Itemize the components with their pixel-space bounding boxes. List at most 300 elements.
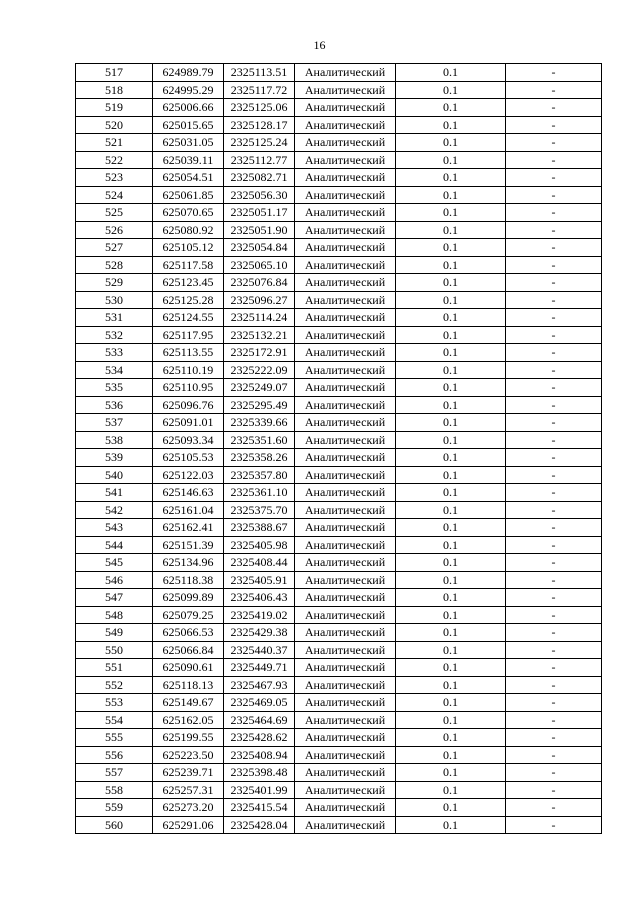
point-number-cell: 551 [76, 659, 153, 677]
table-row [76, 694, 602, 712]
table-row [76, 309, 602, 327]
accuracy-cell: 0.1 [396, 169, 506, 187]
accuracy-cell: 0.1 [396, 764, 506, 782]
accuracy-cell: 0.1 [396, 484, 506, 502]
point-number-cell: 542 [76, 501, 153, 519]
table-row [76, 659, 602, 677]
dash-cell: - [506, 676, 602, 694]
x-coordinate-cell: 625015.65 [153, 116, 224, 134]
accuracy-cell: 0.1 [396, 116, 506, 134]
point-number-cell: 545 [76, 554, 153, 572]
dash-cell: - [506, 81, 602, 99]
accuracy-cell: 0.1 [396, 746, 506, 764]
method-cell: Аналитический [295, 554, 396, 572]
x-coordinate-cell: 625151.39 [153, 536, 224, 554]
method-cell: Аналитический [295, 729, 396, 747]
dash-cell: - [506, 204, 602, 222]
x-coordinate-cell: 625079.25 [153, 606, 224, 624]
point-number-cell: 544 [76, 536, 153, 554]
point-number-cell: 556 [76, 746, 153, 764]
y-coordinate-cell: 2325096.27 [224, 291, 295, 309]
accuracy-cell: 0.1 [396, 519, 506, 537]
table-row [76, 711, 602, 729]
y-coordinate-cell: 2325357.80 [224, 466, 295, 484]
y-coordinate-cell: 2325449.71 [224, 659, 295, 677]
accuracy-cell: 0.1 [396, 361, 506, 379]
point-number-cell: 525 [76, 204, 153, 222]
dash-cell: - [506, 624, 602, 642]
table-row [76, 746, 602, 764]
table-row [76, 519, 602, 537]
method-cell: Аналитический [295, 484, 396, 502]
point-number-cell: 534 [76, 361, 153, 379]
table-row [76, 676, 602, 694]
method-cell: Аналитический [295, 589, 396, 607]
y-coordinate-cell: 2325076.84 [224, 274, 295, 292]
point-number-cell: 521 [76, 134, 153, 152]
x-coordinate-cell: 625162.41 [153, 519, 224, 537]
method-cell: Аналитический [295, 816, 396, 834]
point-number-cell: 528 [76, 256, 153, 274]
table-row [76, 81, 602, 99]
dash-cell: - [506, 186, 602, 204]
accuracy-cell: 0.1 [396, 466, 506, 484]
point-number-cell: 536 [76, 396, 153, 414]
table-row [76, 116, 602, 134]
method-cell: Аналитический [295, 291, 396, 309]
y-coordinate-cell: 2325467.93 [224, 676, 295, 694]
point-number-cell: 518 [76, 81, 153, 99]
accuracy-cell: 0.1 [396, 624, 506, 642]
method-cell: Аналитический [295, 694, 396, 712]
y-coordinate-cell: 2325429.38 [224, 624, 295, 642]
dash-cell: - [506, 729, 602, 747]
point-number-cell: 546 [76, 571, 153, 589]
table-row [76, 501, 602, 519]
y-coordinate-cell: 2325054.84 [224, 239, 295, 257]
method-cell: Аналитический [295, 221, 396, 239]
method-cell: Аналитический [295, 309, 396, 327]
table-row [76, 379, 602, 397]
y-coordinate-cell: 2325125.24 [224, 134, 295, 152]
y-coordinate-cell: 2325112.77 [224, 151, 295, 169]
x-coordinate-cell: 625090.61 [153, 659, 224, 677]
table-row [76, 221, 602, 239]
y-coordinate-cell: 2325249.07 [224, 379, 295, 397]
point-number-cell: 537 [76, 414, 153, 432]
coordinates-table [75, 63, 602, 834]
accuracy-cell: 0.1 [396, 449, 506, 467]
table-row [76, 764, 602, 782]
accuracy-cell: 0.1 [396, 326, 506, 344]
dash-cell: - [506, 519, 602, 537]
accuracy-cell: 0.1 [396, 134, 506, 152]
table-row [76, 186, 602, 204]
accuracy-cell: 0.1 [396, 256, 506, 274]
table-row [76, 414, 602, 432]
x-coordinate-cell: 625257.31 [153, 781, 224, 799]
x-coordinate-cell: 624995.29 [153, 81, 224, 99]
point-number-cell: 558 [76, 781, 153, 799]
point-number-cell: 555 [76, 729, 153, 747]
method-cell: Аналитический [295, 151, 396, 169]
table-row [76, 151, 602, 169]
method-cell: Аналитический [295, 116, 396, 134]
point-number-cell: 523 [76, 169, 153, 187]
dash-cell: - [506, 256, 602, 274]
y-coordinate-cell: 2325405.98 [224, 536, 295, 554]
dash-cell: - [506, 484, 602, 502]
dash-cell: - [506, 659, 602, 677]
table-row [76, 624, 602, 642]
x-coordinate-cell: 625080.92 [153, 221, 224, 239]
point-number-cell: 530 [76, 291, 153, 309]
point-number-cell: 557 [76, 764, 153, 782]
x-coordinate-cell: 625124.55 [153, 309, 224, 327]
method-cell: Аналитический [295, 379, 396, 397]
accuracy-cell: 0.1 [396, 816, 506, 834]
table-row [76, 536, 602, 554]
accuracy-cell: 0.1 [396, 799, 506, 817]
table-row [76, 571, 602, 589]
accuracy-cell: 0.1 [396, 274, 506, 292]
x-coordinate-cell: 625110.95 [153, 379, 224, 397]
table-row [76, 169, 602, 187]
y-coordinate-cell: 2325358.26 [224, 449, 295, 467]
accuracy-cell: 0.1 [396, 396, 506, 414]
x-coordinate-cell: 625125.28 [153, 291, 224, 309]
accuracy-cell: 0.1 [396, 81, 506, 99]
y-coordinate-cell: 2325406.43 [224, 589, 295, 607]
method-cell: Аналитический [295, 799, 396, 817]
y-coordinate-cell: 2325051.17 [224, 204, 295, 222]
x-coordinate-cell: 625134.96 [153, 554, 224, 572]
y-coordinate-cell: 2325440.37 [224, 641, 295, 659]
point-number-cell: 553 [76, 694, 153, 712]
table-row [76, 449, 602, 467]
method-cell: Аналитический [295, 449, 396, 467]
dash-cell: - [506, 99, 602, 117]
dash-cell: - [506, 64, 602, 82]
table-row [76, 606, 602, 624]
dash-cell: - [506, 816, 602, 834]
x-coordinate-cell: 625161.04 [153, 501, 224, 519]
dash-cell: - [506, 239, 602, 257]
accuracy-cell: 0.1 [396, 239, 506, 257]
dash-cell: - [506, 536, 602, 554]
y-coordinate-cell: 2325295.49 [224, 396, 295, 414]
accuracy-cell: 0.1 [396, 571, 506, 589]
point-number-cell: 554 [76, 711, 153, 729]
point-number-cell: 535 [76, 379, 153, 397]
table-row [76, 396, 602, 414]
point-number-cell: 520 [76, 116, 153, 134]
method-cell: Аналитический [295, 326, 396, 344]
x-coordinate-cell: 625117.58 [153, 256, 224, 274]
method-cell: Аналитический [295, 204, 396, 222]
accuracy-cell: 0.1 [396, 151, 506, 169]
table-row [76, 326, 602, 344]
accuracy-cell: 0.1 [396, 711, 506, 729]
x-coordinate-cell: 625110.19 [153, 361, 224, 379]
point-number-cell: 550 [76, 641, 153, 659]
x-coordinate-cell: 625105.53 [153, 449, 224, 467]
point-number-cell: 519 [76, 99, 153, 117]
x-coordinate-cell: 625006.66 [153, 99, 224, 117]
method-cell: Аналитический [295, 659, 396, 677]
x-coordinate-cell: 625105.12 [153, 239, 224, 257]
y-coordinate-cell: 2325128.17 [224, 116, 295, 134]
y-coordinate-cell: 2325132.21 [224, 326, 295, 344]
x-coordinate-cell: 625061.85 [153, 186, 224, 204]
y-coordinate-cell: 2325401.99 [224, 781, 295, 799]
dash-cell: - [506, 554, 602, 572]
accuracy-cell: 0.1 [396, 64, 506, 82]
dash-cell: - [506, 414, 602, 432]
point-number-cell: 560 [76, 816, 153, 834]
table-row [76, 589, 602, 607]
accuracy-cell: 0.1 [396, 729, 506, 747]
x-coordinate-cell: 625096.76 [153, 396, 224, 414]
table-row [76, 466, 602, 484]
y-coordinate-cell: 2325339.66 [224, 414, 295, 432]
y-coordinate-cell: 2325114.24 [224, 309, 295, 327]
table-row [76, 554, 602, 572]
accuracy-cell: 0.1 [396, 606, 506, 624]
dash-cell: - [506, 431, 602, 449]
table-row [76, 204, 602, 222]
dash-cell: - [506, 396, 602, 414]
dash-cell: - [506, 711, 602, 729]
dash-cell: - [506, 274, 602, 292]
x-coordinate-cell: 625070.65 [153, 204, 224, 222]
method-cell: Аналитический [295, 466, 396, 484]
dash-cell: - [506, 746, 602, 764]
y-coordinate-cell: 2325117.72 [224, 81, 295, 99]
method-cell: Аналитический [295, 81, 396, 99]
y-coordinate-cell: 2325172.91 [224, 344, 295, 362]
point-number-cell: 531 [76, 309, 153, 327]
method-cell: Аналитический [295, 606, 396, 624]
point-number-cell: 538 [76, 431, 153, 449]
dash-cell: - [506, 641, 602, 659]
dash-cell: - [506, 361, 602, 379]
point-number-cell: 543 [76, 519, 153, 537]
y-coordinate-cell: 2325405.91 [224, 571, 295, 589]
x-coordinate-cell: 625149.67 [153, 694, 224, 712]
x-coordinate-cell: 625093.34 [153, 431, 224, 449]
method-cell: Аналитический [295, 396, 396, 414]
point-number-cell: 533 [76, 344, 153, 362]
x-coordinate-cell: 625118.38 [153, 571, 224, 589]
dash-cell: - [506, 694, 602, 712]
point-number-cell: 522 [76, 151, 153, 169]
point-number-cell: 524 [76, 186, 153, 204]
method-cell: Аналитический [295, 781, 396, 799]
method-cell: Аналитический [295, 676, 396, 694]
method-cell: Аналитический [295, 746, 396, 764]
table-row [76, 64, 602, 82]
dash-cell: - [506, 799, 602, 817]
accuracy-cell: 0.1 [396, 659, 506, 677]
x-coordinate-cell: 625122.03 [153, 466, 224, 484]
method-cell: Аналитический [295, 571, 396, 589]
accuracy-cell: 0.1 [396, 344, 506, 362]
table-row [76, 256, 602, 274]
method-cell: Аналитический [295, 711, 396, 729]
dash-cell: - [506, 151, 602, 169]
table-row [76, 134, 602, 152]
accuracy-cell: 0.1 [396, 536, 506, 554]
point-number-cell: 540 [76, 466, 153, 484]
x-coordinate-cell: 625113.55 [153, 344, 224, 362]
x-coordinate-cell: 625117.95 [153, 326, 224, 344]
point-number-cell: 527 [76, 239, 153, 257]
accuracy-cell: 0.1 [396, 204, 506, 222]
accuracy-cell: 0.1 [396, 99, 506, 117]
dash-cell: - [506, 344, 602, 362]
y-coordinate-cell: 2325408.44 [224, 554, 295, 572]
table-row [76, 99, 602, 117]
dash-cell: - [506, 466, 602, 484]
x-coordinate-cell: 624989.79 [153, 64, 224, 82]
table-row [76, 344, 602, 362]
method-cell: Аналитический [295, 519, 396, 537]
accuracy-cell: 0.1 [396, 501, 506, 519]
point-number-cell: 517 [76, 64, 153, 82]
method-cell: Аналитический [295, 501, 396, 519]
dash-cell: - [506, 291, 602, 309]
x-coordinate-cell: 625099.89 [153, 589, 224, 607]
method-cell: Аналитический [295, 536, 396, 554]
x-coordinate-cell: 625223.50 [153, 746, 224, 764]
accuracy-cell: 0.1 [396, 414, 506, 432]
page-number: 16 [313, 38, 326, 52]
method-cell: Аналитический [295, 641, 396, 659]
accuracy-cell: 0.1 [396, 379, 506, 397]
y-coordinate-cell: 2325065.10 [224, 256, 295, 274]
x-coordinate-cell: 625146.63 [153, 484, 224, 502]
method-cell: Аналитический [295, 239, 396, 257]
method-cell: Аналитический [295, 344, 396, 362]
x-coordinate-cell: 625273.20 [153, 799, 224, 817]
table-row [76, 484, 602, 502]
method-cell: Аналитический [295, 624, 396, 642]
method-cell: Аналитический [295, 186, 396, 204]
y-coordinate-cell: 2325351.60 [224, 431, 295, 449]
x-coordinate-cell: 625162.05 [153, 711, 224, 729]
accuracy-cell: 0.1 [396, 221, 506, 239]
y-coordinate-cell: 2325082.71 [224, 169, 295, 187]
point-number-cell: 552 [76, 676, 153, 694]
table-row [76, 274, 602, 292]
coordinates-table-body [76, 64, 602, 834]
method-cell: Аналитический [295, 431, 396, 449]
dash-cell: - [506, 571, 602, 589]
accuracy-cell: 0.1 [396, 309, 506, 327]
dash-cell: - [506, 379, 602, 397]
method-cell: Аналитический [295, 99, 396, 117]
accuracy-cell: 0.1 [396, 676, 506, 694]
point-number-cell: 539 [76, 449, 153, 467]
y-coordinate-cell: 2325125.06 [224, 99, 295, 117]
dash-cell: - [506, 169, 602, 187]
y-coordinate-cell: 2325415.54 [224, 799, 295, 817]
table-row [76, 799, 602, 817]
dash-cell: - [506, 221, 602, 239]
x-coordinate-cell: 625031.05 [153, 134, 224, 152]
table-row [76, 729, 602, 747]
y-coordinate-cell: 2325388.67 [224, 519, 295, 537]
table-row [76, 431, 602, 449]
method-cell: Аналитический [295, 64, 396, 82]
dash-cell: - [506, 764, 602, 782]
table-row [76, 361, 602, 379]
y-coordinate-cell: 2325428.04 [224, 816, 295, 834]
dash-cell: - [506, 134, 602, 152]
method-cell: Аналитический [295, 414, 396, 432]
accuracy-cell: 0.1 [396, 589, 506, 607]
dash-cell: - [506, 326, 602, 344]
accuracy-cell: 0.1 [396, 554, 506, 572]
y-coordinate-cell: 2325408.94 [224, 746, 295, 764]
accuracy-cell: 0.1 [396, 291, 506, 309]
y-coordinate-cell: 2325222.09 [224, 361, 295, 379]
table-row [76, 781, 602, 799]
dash-cell: - [506, 501, 602, 519]
y-coordinate-cell: 2325113.51 [224, 64, 295, 82]
method-cell: Аналитический [295, 361, 396, 379]
x-coordinate-cell: 625054.51 [153, 169, 224, 187]
y-coordinate-cell: 2325419.02 [224, 606, 295, 624]
dash-cell: - [506, 309, 602, 327]
accuracy-cell: 0.1 [396, 694, 506, 712]
dash-cell: - [506, 606, 602, 624]
x-coordinate-cell: 625199.55 [153, 729, 224, 747]
x-coordinate-cell: 625291.06 [153, 816, 224, 834]
x-coordinate-cell: 625123.45 [153, 274, 224, 292]
point-number-cell: 526 [76, 221, 153, 239]
accuracy-cell: 0.1 [396, 431, 506, 449]
accuracy-cell: 0.1 [396, 781, 506, 799]
table-row [76, 239, 602, 257]
accuracy-cell: 0.1 [396, 641, 506, 659]
point-number-cell: 559 [76, 799, 153, 817]
dash-cell: - [506, 116, 602, 134]
y-coordinate-cell: 2325398.48 [224, 764, 295, 782]
y-coordinate-cell: 2325428.62 [224, 729, 295, 747]
x-coordinate-cell: 625066.53 [153, 624, 224, 642]
y-coordinate-cell: 2325469.05 [224, 694, 295, 712]
y-coordinate-cell: 2325464.69 [224, 711, 295, 729]
dash-cell: - [506, 449, 602, 467]
method-cell: Аналитический [295, 274, 396, 292]
dash-cell: - [506, 781, 602, 799]
table-row [76, 816, 602, 834]
table-row [76, 291, 602, 309]
method-cell: Аналитический [295, 764, 396, 782]
table-row [76, 641, 602, 659]
y-coordinate-cell: 2325056.30 [224, 186, 295, 204]
accuracy-cell: 0.1 [396, 186, 506, 204]
method-cell: Аналитический [295, 169, 396, 187]
x-coordinate-cell: 625066.84 [153, 641, 224, 659]
y-coordinate-cell: 2325361.10 [224, 484, 295, 502]
x-coordinate-cell: 625091.01 [153, 414, 224, 432]
x-coordinate-cell: 625039.11 [153, 151, 224, 169]
y-coordinate-cell: 2325051.90 [224, 221, 295, 239]
point-number-cell: 532 [76, 326, 153, 344]
